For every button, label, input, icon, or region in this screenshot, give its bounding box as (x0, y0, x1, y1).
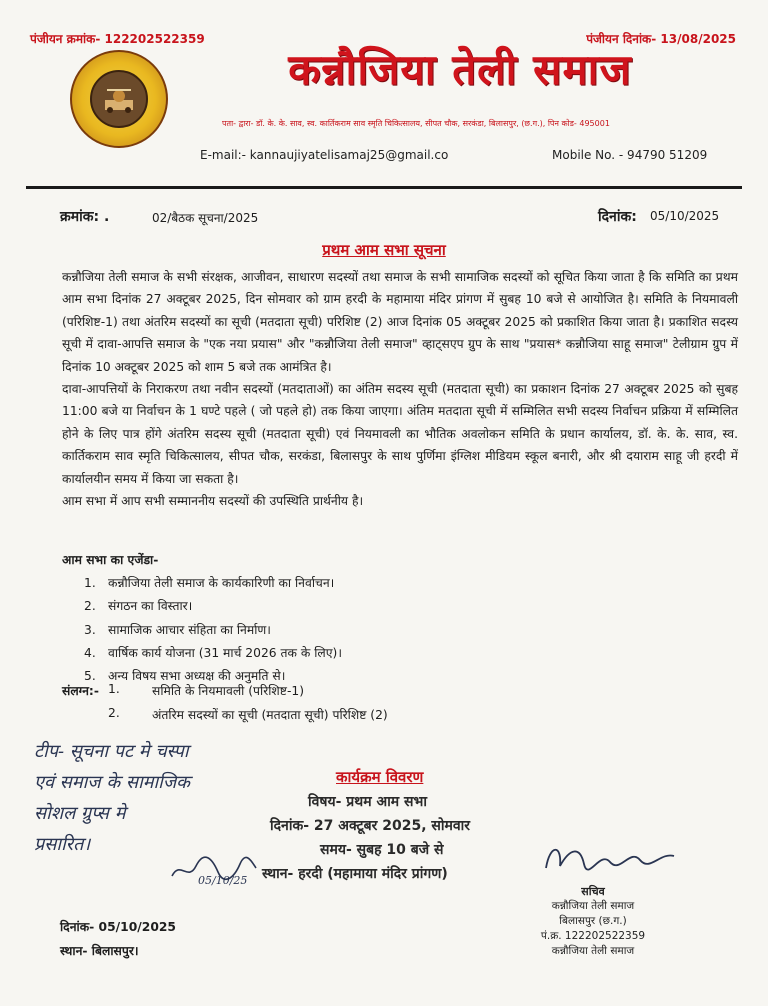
stamp-line: पं.क्र. 122202522359 (540, 930, 646, 942)
signatory-role: सचिव (581, 885, 605, 898)
handwritten-note-line: एवं समाज के सामाजिक (34, 772, 190, 793)
agenda-item-text: कन्नौजिया तेली समाज के कार्यकारिणी का निर्वाचन। (108, 576, 335, 590)
agenda-item-number: 2. (84, 599, 96, 614)
program-title: कार्यक्रम विवरण (336, 768, 424, 786)
header-divider (26, 186, 742, 189)
organization-mobile: Mobile No. - 94790 51209 (552, 148, 708, 162)
handwritten-sign-date: 05/10/25 (198, 874, 248, 887)
stamp-line: बिलासपुर (छ.ग.) (559, 915, 627, 927)
reference-number: 02/बैठक सूचना/2025 (152, 211, 259, 225)
stamp-line: कन्नौजिया तेली समाज (551, 900, 635, 912)
notice-body (62, 266, 738, 512)
agenda-item-number: 5. (84, 669, 96, 684)
enclosure-item: समिति के नियमावली (परिशिष्ट-1) (152, 684, 305, 698)
agenda-item (84, 572, 342, 595)
enclosure-number: 1. (108, 682, 120, 696)
agenda-item (84, 595, 342, 618)
handwritten-note-line: टीप- सूचना पट मे चस्पा (34, 741, 189, 762)
agenda-item-text: संगठन का विस्तार। (108, 599, 193, 614)
agenda-item-text: अन्य विषय सभा अध्यक्ष की अनुमति से। (108, 669, 286, 684)
enclosure-number: 2. (108, 706, 120, 720)
enclosures-label: संलग्न:- (62, 684, 99, 698)
registration-number: पंजीयन क्रमांक- 122202522359 (30, 32, 205, 46)
agenda-title: आम सभा का एजेंडा- (62, 553, 159, 567)
notice-title: प्रथम आम सभा सूचना (322, 241, 446, 259)
agenda-item-number: 3. (84, 622, 96, 637)
stamp-line: कन्नौजिया तेली समाज (551, 945, 635, 957)
seal-emblem (90, 70, 148, 128)
agenda-item (84, 619, 342, 642)
oil-press-icon (102, 82, 136, 116)
organization-address: पता- द्वारा- डॉ. के. के. साव, स्व. कार्तिकराम साव स्मृति चिकित्सालय, सीपत चौक, सरकंडा, बिलासपुर, (छ.ग.), पिन कोड- 495001 (222, 119, 610, 128)
footer-date: दिनांक- 05/10/2025 (60, 920, 176, 934)
program-date: दिनांक- 27 अक्टूबर 2025, सोमवार (270, 818, 470, 834)
reference-label: क्रमांक: . (60, 209, 110, 225)
letter-date-label: दिनांक: (598, 209, 637, 225)
notice-paragraph: दावा-आपत्तियों के निराकरण तथा नवीन सदस्यों (मतदाताओं) का अंतिम सदस्य सूची (मतदाता सूची) का प्रकाशन दिनांक 27 अक्टूबर 2025 को सुबह 11:00 बजे या निर्वाचन के 1 घण्टे पहले ( जो पहले हो) तक किया जाएगा। अंतिम मतदाता सूची में सम्मिलित सभी सदस्य निर्वाचन प्रक्रिया में सम्मिलित होने के लिए पात्र होंगे अंतरिम सदस्य सूची (मतदाता सूची) एवं नियमावली का भौतिक अवलोकन समिति के प्रधान कार्यालय, डॉ. के. के. साव, स्व. कार्तिकराम साव स्मृति चिकित्सालय, सीपत चौक, सरकंडा, बिलासपुर के साथ पुर्णिमा इंग्लिश मीडियम स्कूल बनारी, और श्री दयाराम साहू जी हरदी में कार्यालयीन समय में किया जा सकता है। (62, 382, 738, 486)
agenda-item-number: 1. (84, 576, 96, 590)
organization-name: कन्नौजिया तेली समाज (288, 45, 632, 94)
program-time: समय- सुबह 10 बजे से (320, 842, 444, 858)
enclosure-item: अंतरिम सदस्यों का सूची (मतदाता सूची) परिशिष्ट (2) (152, 708, 388, 722)
handwritten-signature-right (540, 838, 680, 878)
handwritten-note-line: प्रसारित। (34, 834, 91, 855)
program-subject: विषय- प्रथम आम सभा (308, 794, 427, 810)
organization-email: E-mail:- kannaujiyatelisamaj25@gmail.co (200, 148, 449, 162)
handwritten-note (34, 736, 324, 860)
registration-date: पंजीयन दिनांक- 13/08/2025 (586, 32, 736, 46)
agenda-item-text: वार्षिक कार्य योजना (31 मार्च 2026 तक के लिए)। (108, 645, 343, 660)
handwritten-note-line: सोशल ग्रुप्स मे (34, 803, 126, 824)
agenda-item-text: सामाजिक आचार संहिता का निर्माण। (108, 622, 271, 637)
secretary-stamp (518, 884, 668, 959)
agenda-item (84, 642, 342, 665)
notice-paragraph: आम सभा में आप सभी सम्माननीय सदस्यों की उपस्थिति प्रार्थनीय है। (62, 494, 364, 509)
agenda-item-number: 4. (84, 645, 96, 660)
footer-place: स्थान- बिलासपुर। (60, 944, 139, 958)
letter-date-value: 05/10/2025 (650, 209, 720, 223)
organization-seal-logo (70, 50, 168, 148)
notice-paragraph: कन्नौजिया तेली समाज के सभी संरक्षक, आजीवन, साधारण सदस्यों तथा समाज के सभी सामाजिक सदस्यों को सूचित किया जाता है कि समिति का प्रथम आम सभा दिनांक 27 अक्टूबर 2025, दिन सोमवार को ग्राम हरदी के महामाया मंदिर प्रांगण में सुबह 10 बजे से आयोजित है। समिति के नियमावली (परिशिष्ट-1) तथा अंतरिम सदस्यों का सूची (मतदाता सूची) परिशिष्ट (2) आज दिनांक 05 अक्टूबर 2025 को प्रकाशित किया जाता है। प्रकाशित सदस्य सूची में दावा-आपत्ति समाज के "एक नया प्रयास" और "कन्नौजिया तेली समाज" व्हाट्सएप ग्रुप के साथ "प्रयास* कन्नौजिया साहू समाज" टेलीग्राम ग्रुप में दिनांक 10 अक्टूबर 2025 को शाम 5 बजे तक आमंत्रित है। (62, 270, 739, 374)
program-venue: स्थान- हरदी (महामाया मंदिर प्रांगण) (262, 866, 448, 882)
agenda-list (84, 572, 342, 688)
